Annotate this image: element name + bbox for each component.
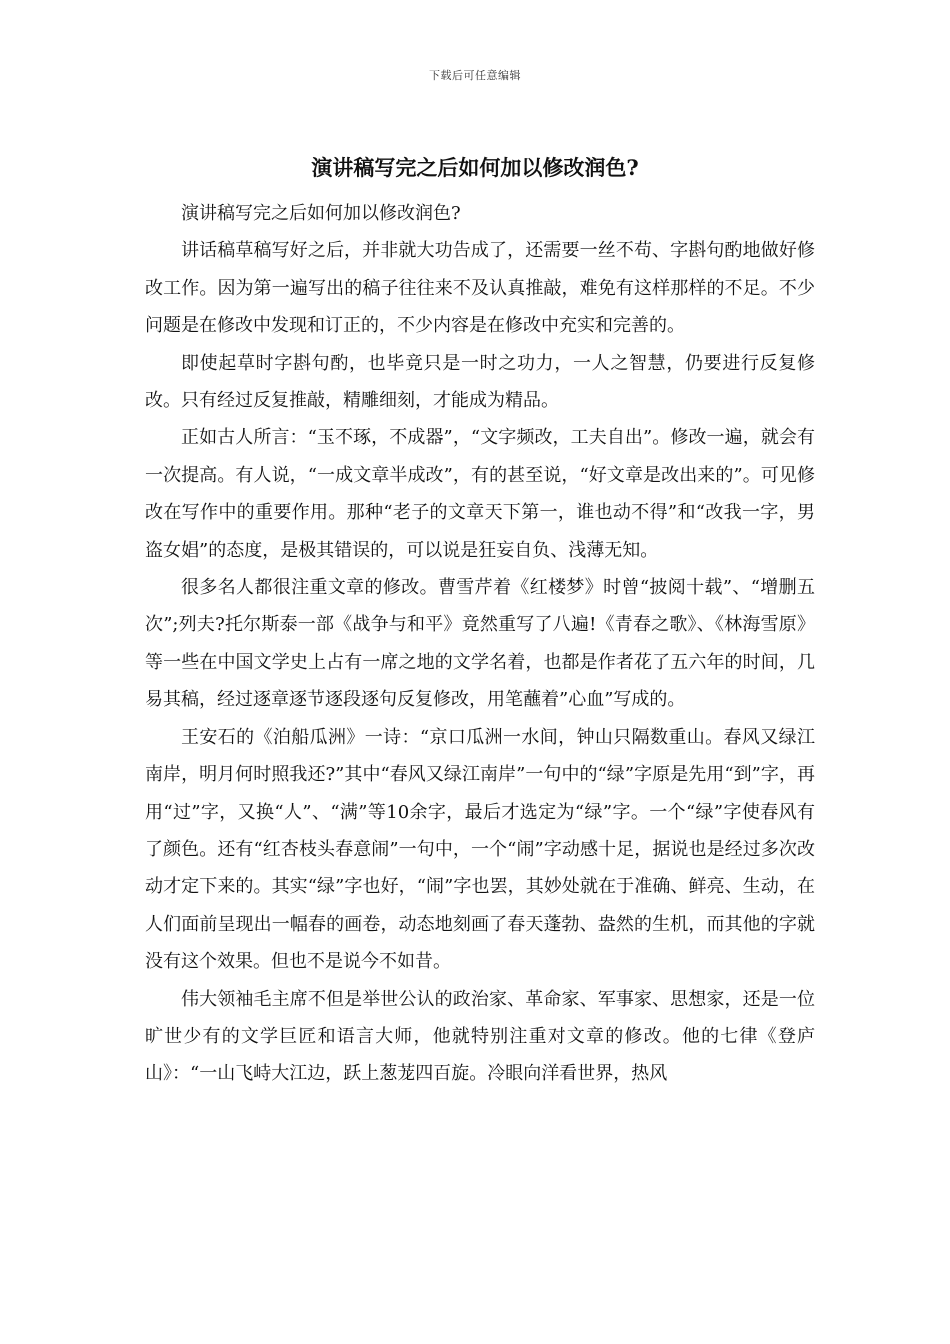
paragraph: 很多名人都很注重文章的修改。曹雪芹着《红楼梦》时曾“披阅十载”、“增删五次”;列夫?托尔斯泰一部《战争与和平》竟然重写了八遍!《青春之歌》、《林海雪原》等一些在中国文学史上占有一席之地的文学名着，也都是作者花了五六年的时间，几易其稿，经过逐章逐节逐段逐句反复修改，用笔蘸着”心血”写成的。 <box>145 577 815 711</box>
document-body <box>145 195 815 1093</box>
paragraph: 即使起草时字斟句酌，也毕竟只是一时之功力，一人之智慧，仍要进行反复修改。只有经过反复推敲，精雕细刻，才能成为精品。 <box>145 352 815 412</box>
header-note: 下载后可任意编辑 <box>429 69 521 82</box>
paragraph: 讲话稿草稿写好之后，并非就大功告成了，还需要一丝不苟、字斟句酌地做好修改工作。因为第一遍写出的稿子往往来不及认真推敲，难免有这样那样的不足。不少问题是在修改中发现和订正的，不少内容是在修改中充实和完善的。 <box>145 240 815 337</box>
paragraph: 正如古人所言：“玉不琢，不成器”，“文字频改，工夫自出”。修改一遍，就会有一次提高。有人说，“一成文章半成改”，有的甚至说，“好文章是改出来的”。可见修改在写作中的重要作用。那种“老子的文章天下第一，谁也动不得”和“改我一字，男盗女娼”的态度，是极其错误的，可以说是狂妄自负、浅薄无知。 <box>145 427 815 561</box>
document-title: 演讲稿写完之后如何加以修改润色? <box>311 155 639 180</box>
paragraph: 王安石的《泊船瓜洲》一诗：“京口瓜洲一水间，钟山只隔数重山。春风又绿江南岸，明月何时照我还?”其中“春风又绿江南岸”一句中的“绿”字原是先用“到”字，再用“过”字，又换“人”、“满”等10余字，最后才选定为“绿”字。一个“绿”字使春风有了颜色。还有“红杏枝头春意闹”一句中，一个“闹”字动感十足，据说也是经过多次改动才定下来的。其实“绿”字也好，“闹”字也罢，其妙处就在于准确、鲜亮、生动，在人们面前呈现出一幅春的画卷，动态地刻画了春天蓬勃、盎然的生机，而其他的字就没有这个效果。但也不是说今不如昔。 <box>145 726 815 973</box>
paragraph: 伟大领袖毛主席不但是举世公认的政治家、革命家、军事家、思想家，还是一位旷世少有的文学巨匠和语言大师，他就特别注重对文章的修改。他的七律《登庐山》：“一山飞峙大江边，跃上葱茏四百旋。冷眼向洋看世界，热风 <box>145 988 815 1085</box>
paragraph: 演讲稿写完之后如何加以修改润色? <box>181 203 461 224</box>
